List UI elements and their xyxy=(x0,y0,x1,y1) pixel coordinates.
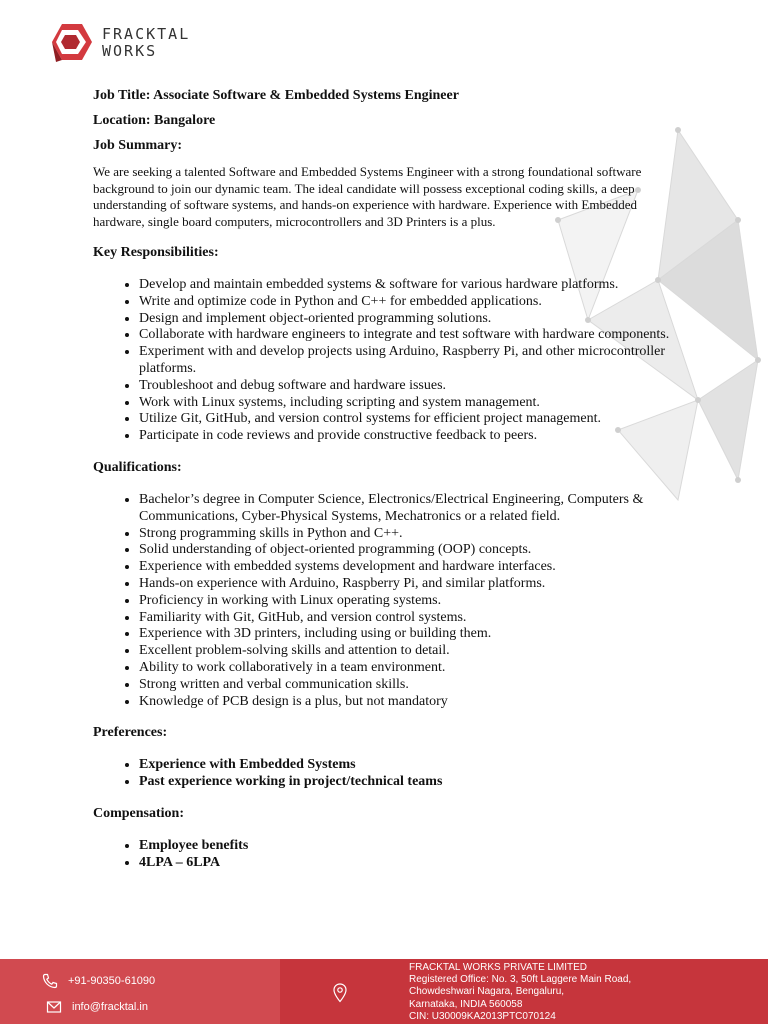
list-item: • Write and optimize code in Python and C++ for embedded applications. xyxy=(139,294,683,311)
list-item: • Past experience working in project/technical teams xyxy=(139,774,683,791)
logo-text-works: WORKS xyxy=(102,42,158,60)
list-item: • Knowledge of PCB design is a plus, but not mandatory xyxy=(139,694,683,711)
address-line: Karnataka, INDIA 560058 xyxy=(409,998,523,1010)
location-pin-icon xyxy=(332,983,348,1003)
list-item: • Experience with 3D printers, including using or building them. xyxy=(139,626,683,643)
job-summary-text: We are seeking a talented Software and Embedded Systems Engineer with a strong foundational software background to join our dynamic team. The ideal candidate will possess exceptional coding skills, a deep understanding of software systems, and hands-on experience with hardware. Experience with Embedded hardware, single board computers, microcontrollers and 3D Printers is a plus. xyxy=(93,164,642,229)
address-line: Chowdeshwari Nagara, Bengaluru, xyxy=(409,986,565,998)
footer-phone xyxy=(42,973,155,989)
email-link[interactable]: info@fracktal.in xyxy=(72,1001,148,1013)
job-title: Job Title: Associate Software & Embedded Systems Engineer xyxy=(93,88,459,103)
company-name: FRACKTAL WORKS PRIVATE LIMITED xyxy=(409,962,587,973)
list-item: • Experience with embedded systems development and hardware interfaces. xyxy=(139,559,683,576)
job-location: Location: Bangalore xyxy=(93,113,216,128)
email-icon xyxy=(46,999,62,1015)
list-item: • Develop and maintain embedded systems & software for various hardware platforms. xyxy=(139,277,683,294)
list-item: • Experience with Embedded Systems xyxy=(139,757,683,774)
list-item: • 4LPA – 6LPA xyxy=(139,855,683,872)
list-item: • Design and implement object-oriented programming solutions. xyxy=(139,311,683,328)
logo-text-fracktal: FRACKTAL xyxy=(102,25,191,43)
company-cin: CIN: U30009KA2013PTC070124 xyxy=(409,1010,556,1022)
footer-company-info xyxy=(409,962,749,1023)
job-summary-heading: Job Summary: xyxy=(93,138,183,153)
list-item: • Bachelor’s degree in Computer Science, Electronics/Electrical Engineering, Computers & Communications, Cyber-Physical Systems, Mechatronics or a related field. xyxy=(139,492,683,526)
list-item: • Excellent problem-solving skills and attention to detail. xyxy=(139,643,683,660)
list-item: • Utilize Git, GitHub, and version control systems for efficient project management. xyxy=(139,411,683,428)
list-item: • Experiment with and develop projects using Arduino, Raspberry Pi, and other microcontroller platforms. xyxy=(139,344,683,378)
address-line: Registered Office: No. 3, 50ft Laggere Main Road, xyxy=(409,974,632,986)
list-item: • Participate in code reviews and provide constructive feedback to peers. xyxy=(139,428,683,445)
phone-number[interactable]: +91-90350-61090 xyxy=(68,975,156,987)
list-item: • Collaborate with hardware engineers to integrate and test software with hardware components. xyxy=(139,327,683,344)
preferences-list xyxy=(93,757,683,791)
list-item: • Proficiency in working with Linux operating systems. xyxy=(139,593,683,610)
compensation-list xyxy=(93,838,683,872)
list-item: • Strong written and verbal communication skills. xyxy=(139,677,683,694)
qualifications-list xyxy=(93,492,683,710)
responsibilities-heading: Key Responsibilities: xyxy=(93,245,219,260)
list-item: • Employee benefits xyxy=(139,838,683,855)
list-item: • Ability to work collaboratively in a team environment. xyxy=(139,660,683,677)
fracktal-logo-icon xyxy=(48,22,94,64)
list-item: • Troubleshoot and debug software and hardware issues. xyxy=(139,378,683,395)
list-item: • Solid understanding of object-oriented programming (OOP) concepts. xyxy=(139,542,683,559)
compensation-heading: Compensation: xyxy=(93,805,185,821)
list-item: • Work with Linux systems, including scripting and system management. xyxy=(139,395,683,412)
list-item: • Hands-on experience with Arduino, Raspberry Pi, and similar platforms. xyxy=(139,576,683,593)
footer-email xyxy=(46,999,148,1015)
list-item: • Strong programming skills in Python and C++. xyxy=(139,526,683,543)
company-logo xyxy=(48,22,190,64)
qualifications-heading: Qualifications: xyxy=(93,459,182,475)
list-item: • Familiarity with Git, GitHub, and version control systems. xyxy=(139,610,683,627)
logo-wordmark xyxy=(102,26,190,60)
preferences-heading: Preferences: xyxy=(93,725,168,741)
phone-icon xyxy=(42,973,58,989)
job-description xyxy=(93,87,683,886)
footer-bar xyxy=(0,959,768,1024)
responsibilities-list xyxy=(93,277,683,445)
